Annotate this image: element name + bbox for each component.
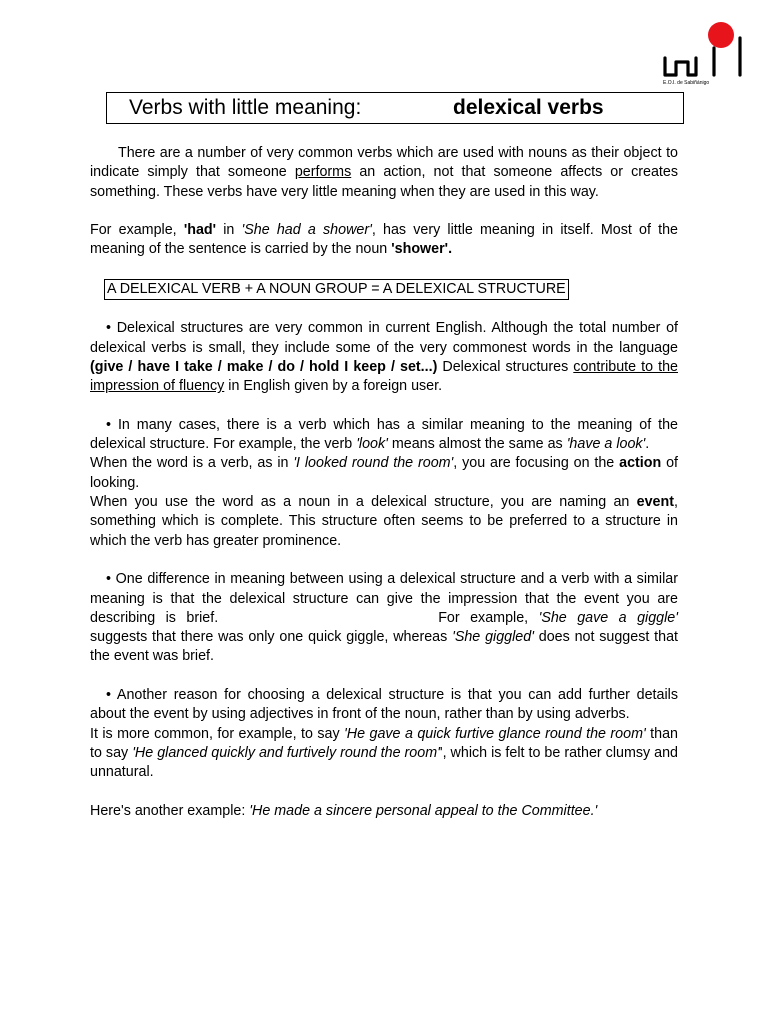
text: When the word is a verb, as in: [90, 455, 294, 472]
bold-text: event: [636, 494, 675, 511]
text: • One difference in meaning between using a delexical structure and a verb with a similar meaning is that the delexical structure can give the impression that the event you are describing is brief.: [90, 571, 678, 626]
text: in English given by a foreign user.: [224, 378, 443, 395]
logo-red-dot-icon: [708, 22, 734, 48]
italic-example: 'He glanced quickly and furtively round the room': [132, 744, 440, 761]
text: does not suggest that the event was brief.: [90, 629, 678, 665]
bullet-paragraph-3: [90, 570, 678, 666]
italic-example: 'She gave a giggle': [538, 609, 678, 626]
text: When you use the word as a noun in a delexical structure, you are naming an: [90, 494, 637, 511]
paragraph-line: [90, 493, 678, 551]
italic-example: 'He made a sincere personal appeal to the Committee.': [249, 802, 598, 819]
logo-caption: E.O.I. de Sabiñánigo: [663, 80, 710, 86]
text: • Delexical structures are very common in current English. Although the total number of delexical verbs is small, they include some of the very commonest words in the language: [90, 320, 678, 356]
text: .: [645, 436, 650, 453]
italic-example: 'have a look': [566, 436, 646, 453]
text: , has very little meaning in itself. Most of the meaning of the sentence is carried by the noun: [90, 222, 678, 258]
title-left: Verbs with little meaning:: [129, 96, 362, 119]
text: • In many cases, there is a verb which has a similar meaning to the meaning of the delexical structure. For example, the verb: [90, 416, 678, 453]
text: of looking.: [90, 455, 679, 491]
paragraph-line: [90, 454, 678, 493]
text: • Another reason for choosing a delexical structure is that you can add further details about the event by using adjectives in front of the noun, rather than by using adverbs.: [90, 687, 678, 723]
bold-text: 'had': [183, 222, 217, 239]
paragraph-line: [90, 725, 678, 783]
example-paragraph: [90, 221, 678, 260]
bold-verb-list: (give / have I take / make / do / hold I keep / set...): [90, 358, 438, 375]
text: , you are focusing on the: [453, 455, 620, 472]
underlined-text: performs: [294, 164, 352, 181]
underlined-text: contribute to the impression of fluency: [90, 358, 678, 395]
text: , something which is complete. This structure often seems to be preferred to a structure in which the verb has greater prominence.: [90, 494, 678, 549]
text: than to say: [90, 725, 679, 761]
text: suggests that there was only one quick giggle, whereas: [90, 629, 453, 646]
text: For example,: [90, 222, 184, 239]
intro-paragraph: [90, 144, 678, 202]
text: ', which is felt to be rather clumsy and unnatural.: [90, 744, 679, 781]
italic-example: 'I looked round the room': [293, 455, 454, 472]
bullet-paragraph-4: [90, 686, 678, 725]
text: It is more common, for example, to say: [90, 725, 345, 742]
text: Here's another example:: [90, 802, 250, 819]
document-body: [90, 144, 678, 821]
bullet-paragraph-1: [90, 319, 678, 396]
formula-box: A DELEXICAL VERB + A NOUN GROUP = A DELEXICAL STRUCTURE: [104, 279, 569, 300]
text: There are a number of very common verbs which are used with nouns as their object to indicate simply that someone: [90, 145, 678, 181]
italic-example: 'She giggled': [452, 629, 534, 646]
text: For example,: [438, 609, 539, 626]
title-box: [106, 92, 684, 124]
final-example-paragraph: [90, 802, 678, 821]
bullet-paragraph-2: [90, 416, 678, 455]
text: in: [216, 222, 242, 239]
text: an action, not that someone affects or creates something. These verbs have very little meaning when they are used in this way.: [90, 164, 678, 200]
title-right: delexical verbs: [453, 96, 604, 119]
text: Delexical structures: [437, 358, 574, 375]
text: means almost the same as: [387, 436, 567, 453]
bold-text: action: [619, 455, 662, 472]
italic-example: 'look': [356, 436, 388, 453]
bold-text: 'shower'.: [391, 241, 453, 258]
italic-example: 'He gave a quick furtive glance round the room': [344, 725, 646, 742]
italic-example: 'She had a shower': [241, 222, 372, 239]
